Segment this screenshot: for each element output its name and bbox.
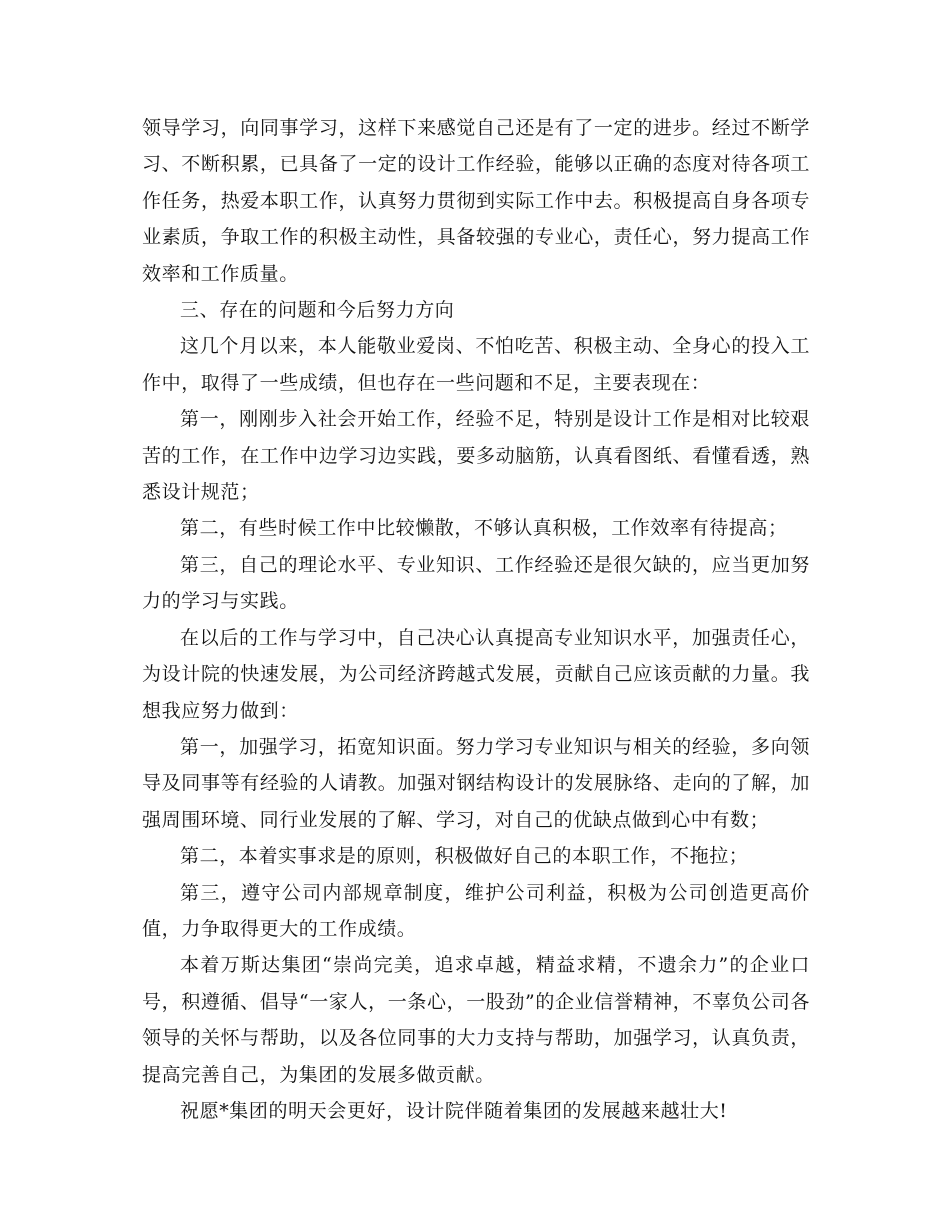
paragraph-future: 在以后的工作与学习中，自己决心认真提高专业知识水平，加强责任心，为设计院的快速发展，为公司经济跨越式发展，贡献自己应该贡献的力量。我想我应努力做到： xyxy=(142,626,810,722)
paragraph-problem-1: 第一，刚刚步入社会开始工作，经验不足，特别是设计工作是相对比较艰苦的工作，在工作中边学习边实践，要多动脑筋，认真看图纸、看懂看透，熟悉设计规范； xyxy=(142,408,810,504)
section-heading: 三、存在的问题和今后努力方向 xyxy=(180,299,455,322)
paragraph-motto: 本着万斯达集团“崇尚完美，追求卓越，精益求精，不遗余力”的企业口号，积遵循、倡导“一家人，一条心，一股劲”的企业信誉精神，不辜负公司各领导的关怀与帮助，以及各位同事的大力支持与帮助，加强学习，认真负责，提高完善自己，为集团的发展多做贡献。 xyxy=(142,954,810,1086)
paragraph-intro: 这几个月以来，本人能敬业爱岗、不怕吃苦、积极主动、全身心的投入工作中，取得了一些成绩，但也存在一些问题和不足，主要表现在： xyxy=(142,335,810,394)
paragraph-problem-2: 第二，有些时候工作中比较懒散，不够认真积极，工作效率有待提高； xyxy=(180,517,788,540)
paragraph-plan-2: 第二，本着实事求是的原则，积极做好自己的本职工作，不拖拉； xyxy=(180,845,749,868)
paragraph-plan-1: 第一，加强学习，拓宽知识面。努力学习专业知识与相关的经验，多向领导及同事等有经验的人请教。加强对钢结构设计的发展脉络、走向的了解，加强周围环境、同行业发展的了解、学习，对自己的优缺点做到心中有数； xyxy=(142,735,810,831)
paragraph-closing: 祝愿*集团的明天会更好，设计院伴随着集团的发展越来越壮大! xyxy=(180,1099,728,1122)
paragraph-plan-3: 第三，遵守公司内部规章制度，维护公司利益，积极为公司创造更高价值，力争取得更大的工作成绩。 xyxy=(142,881,810,940)
paragraph-continuation: 领导学习，向同事学习，这样下来感觉自己还是有了一定的进步。经过不断学习、不断积累，已具备了一定的设计工作经验，能够以正确的态度对待各项工作任务，热爱本职工作，认真努力贯彻到实际工作中去。积极提高自身各项专业素质，争取工作的积极主动性，具备较强的专业心，责任心，努力提高工作效率和工作质量。 xyxy=(142,117,810,285)
paragraph-problem-3: 第三，自己的理论水平、专业知识、工作经验还是很欠缺的，应当更加努力的学习与实践。 xyxy=(142,553,810,613)
